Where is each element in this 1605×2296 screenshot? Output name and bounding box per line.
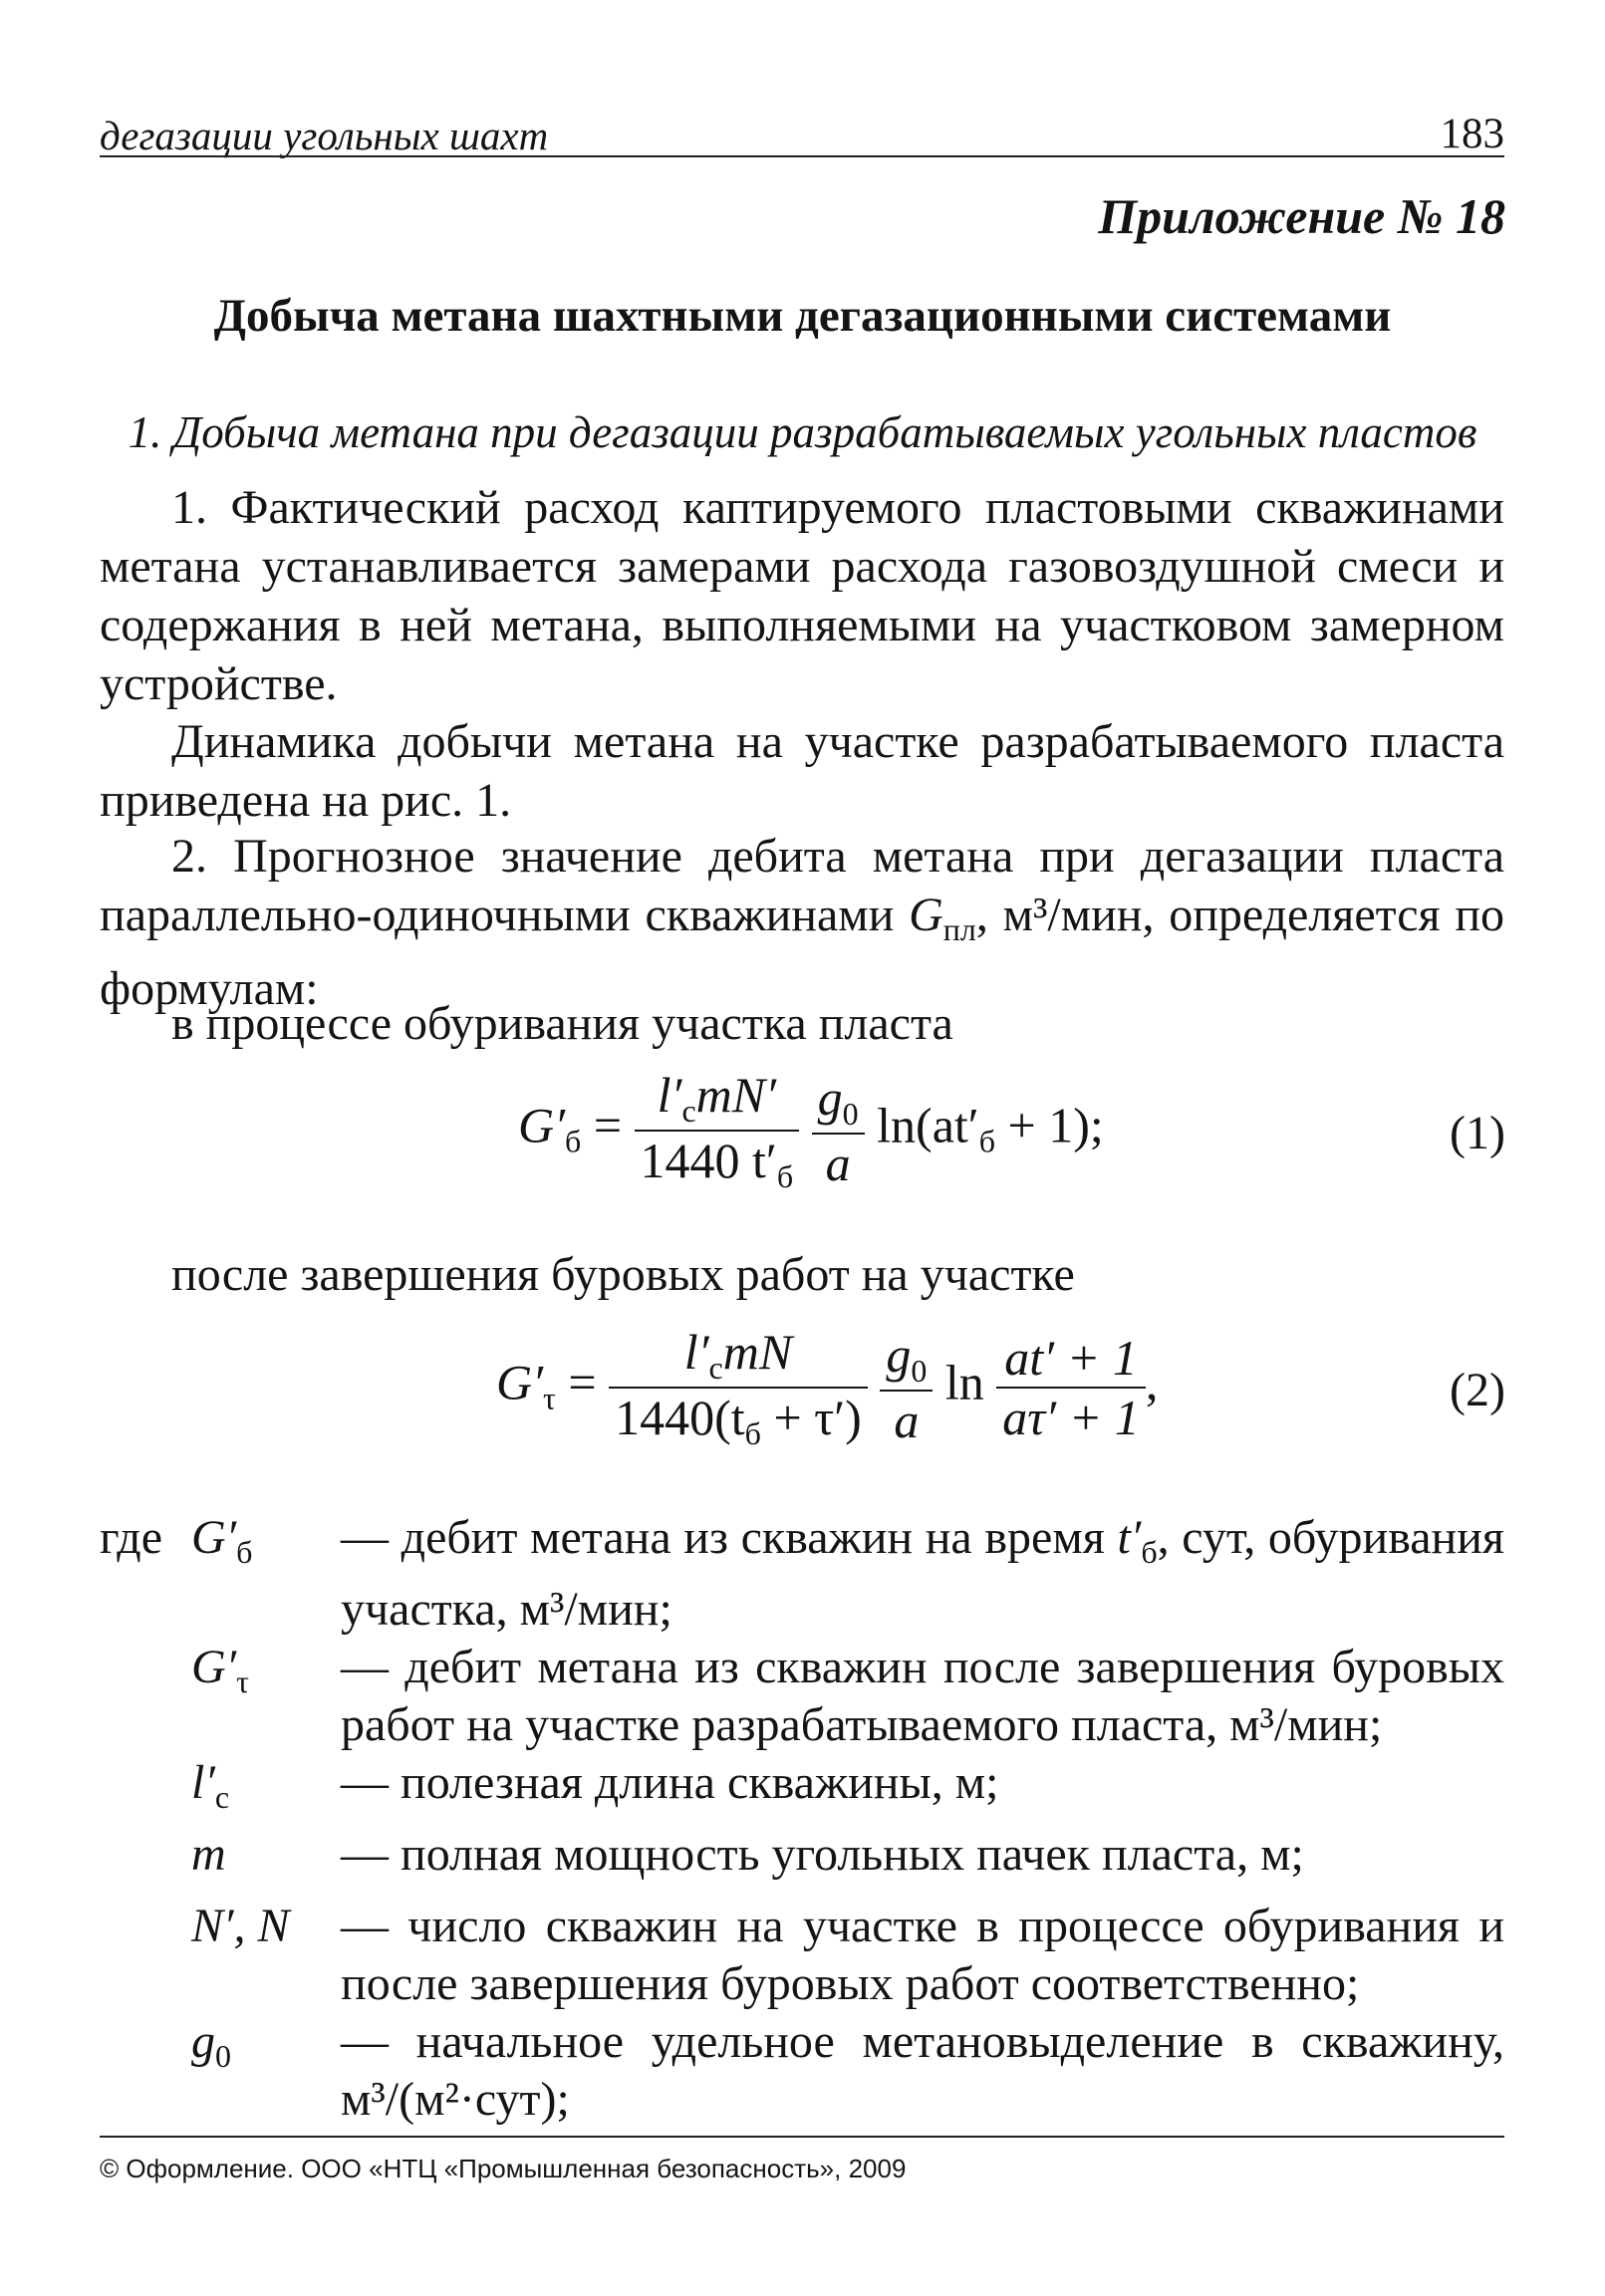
eq1-fraction-2: $\frac{g_0}{a}$ [812,1069,865,1192]
footer-rule [100,2136,1504,2138]
definitions-list [100,1509,1504,2129]
definition-item: m — полная мощность угольных пачек пласта, м; [191,1828,1304,1881]
appendix-label: Приложение № 18 [1098,188,1505,244]
eq2-fraction-3: $\frac{at' + 1}{a\tau' + 1}$ [996,1329,1146,1446]
eq2-fraction-1: $\frac{l'_cmN}{1440(t_б + \tau')}$ [609,1323,868,1452]
paragraph-4: в процессе обуривания участка пласта [171,997,953,1050]
paragraph-5: после завершения буровых работ на участке [171,1248,1075,1301]
definition-item: N′, N — число скважин на участке в процессе обуривания и после завершения буровых работ соответственно; [191,1900,1504,2010]
equation-1: $G'_б$ = $\frac{l'_cmN'}{1440 t'_б}$ $\frac{g_0}{a}$ $\ln(at'_б + 1)$; [518,1067,1104,1194]
equation-1-number: (1) [1450,1107,1505,1159]
section-title: 1. Добыча метана при дегазации разрабатываемых угольных пластов [128,407,1477,457]
page-number: 183 [1440,111,1504,157]
eq2-fraction-2: $\frac{g_0}{a}$ [880,1326,933,1449]
paragraph-3: 2. Прогнозное значение дебита метана при дегазации пласта параллельно-одиночными скважинами $G_{пл}$, м³/мин, определяется по формулам: [100,830,1505,1015]
page-title: Добыча метана шахтными дегазационными системами [213,290,1392,342]
symbol-g: G [909,889,943,941]
copyright-footer: © Оформление. ООО «НТЦ «Промышленная безопасность», 2009 [100,2154,907,2183]
definition-item: $l'_c$ — полезная длина скважины, м; [191,1756,999,1815]
eq1-fraction-1: $\frac{l'_cmN'}{1440 t'_б}$ [635,1066,800,1195]
definition-item: $g_0$ — начальное удельное метановыделение в скважину, м³/(м²·сут); [191,2015,1504,2126]
definition-item: $G'_\tau$ — дебит метана из скважин после завершения буровых работ на участке разрабатываемого пласта, м³/мин; [191,1641,1504,1751]
definition-item: где $G'_б$ — дебит метана из скважин на время $t'_б$, сут, обуривания участка, м³/мин; [100,1511,1505,1636]
paragraph-2: Динамика добычи метана на участке разрабатываемого пласта приведена на рис. 1. [100,715,1504,827]
header-rule [100,155,1504,157]
equation-2-number: (2) [1450,1364,1505,1416]
running-title: дегазации угольных шахт [100,113,549,158]
paragraph-1: 1. Фактический расход каптируемого пластовыми скважинами метана устанавливается замерами расхода газовоздушной смеси и содержания в ней метана, выполняемыми на участковом замерном устройстве. [100,481,1504,710]
equation-2: $G'_\tau$ = $\frac{l'_cmN}{1440(t_б + \tau')}$ $\frac{g_0}{a}$ ln $\frac{at' + 1}{a\tau' + 1}$ , [496,1324,1159,1451]
